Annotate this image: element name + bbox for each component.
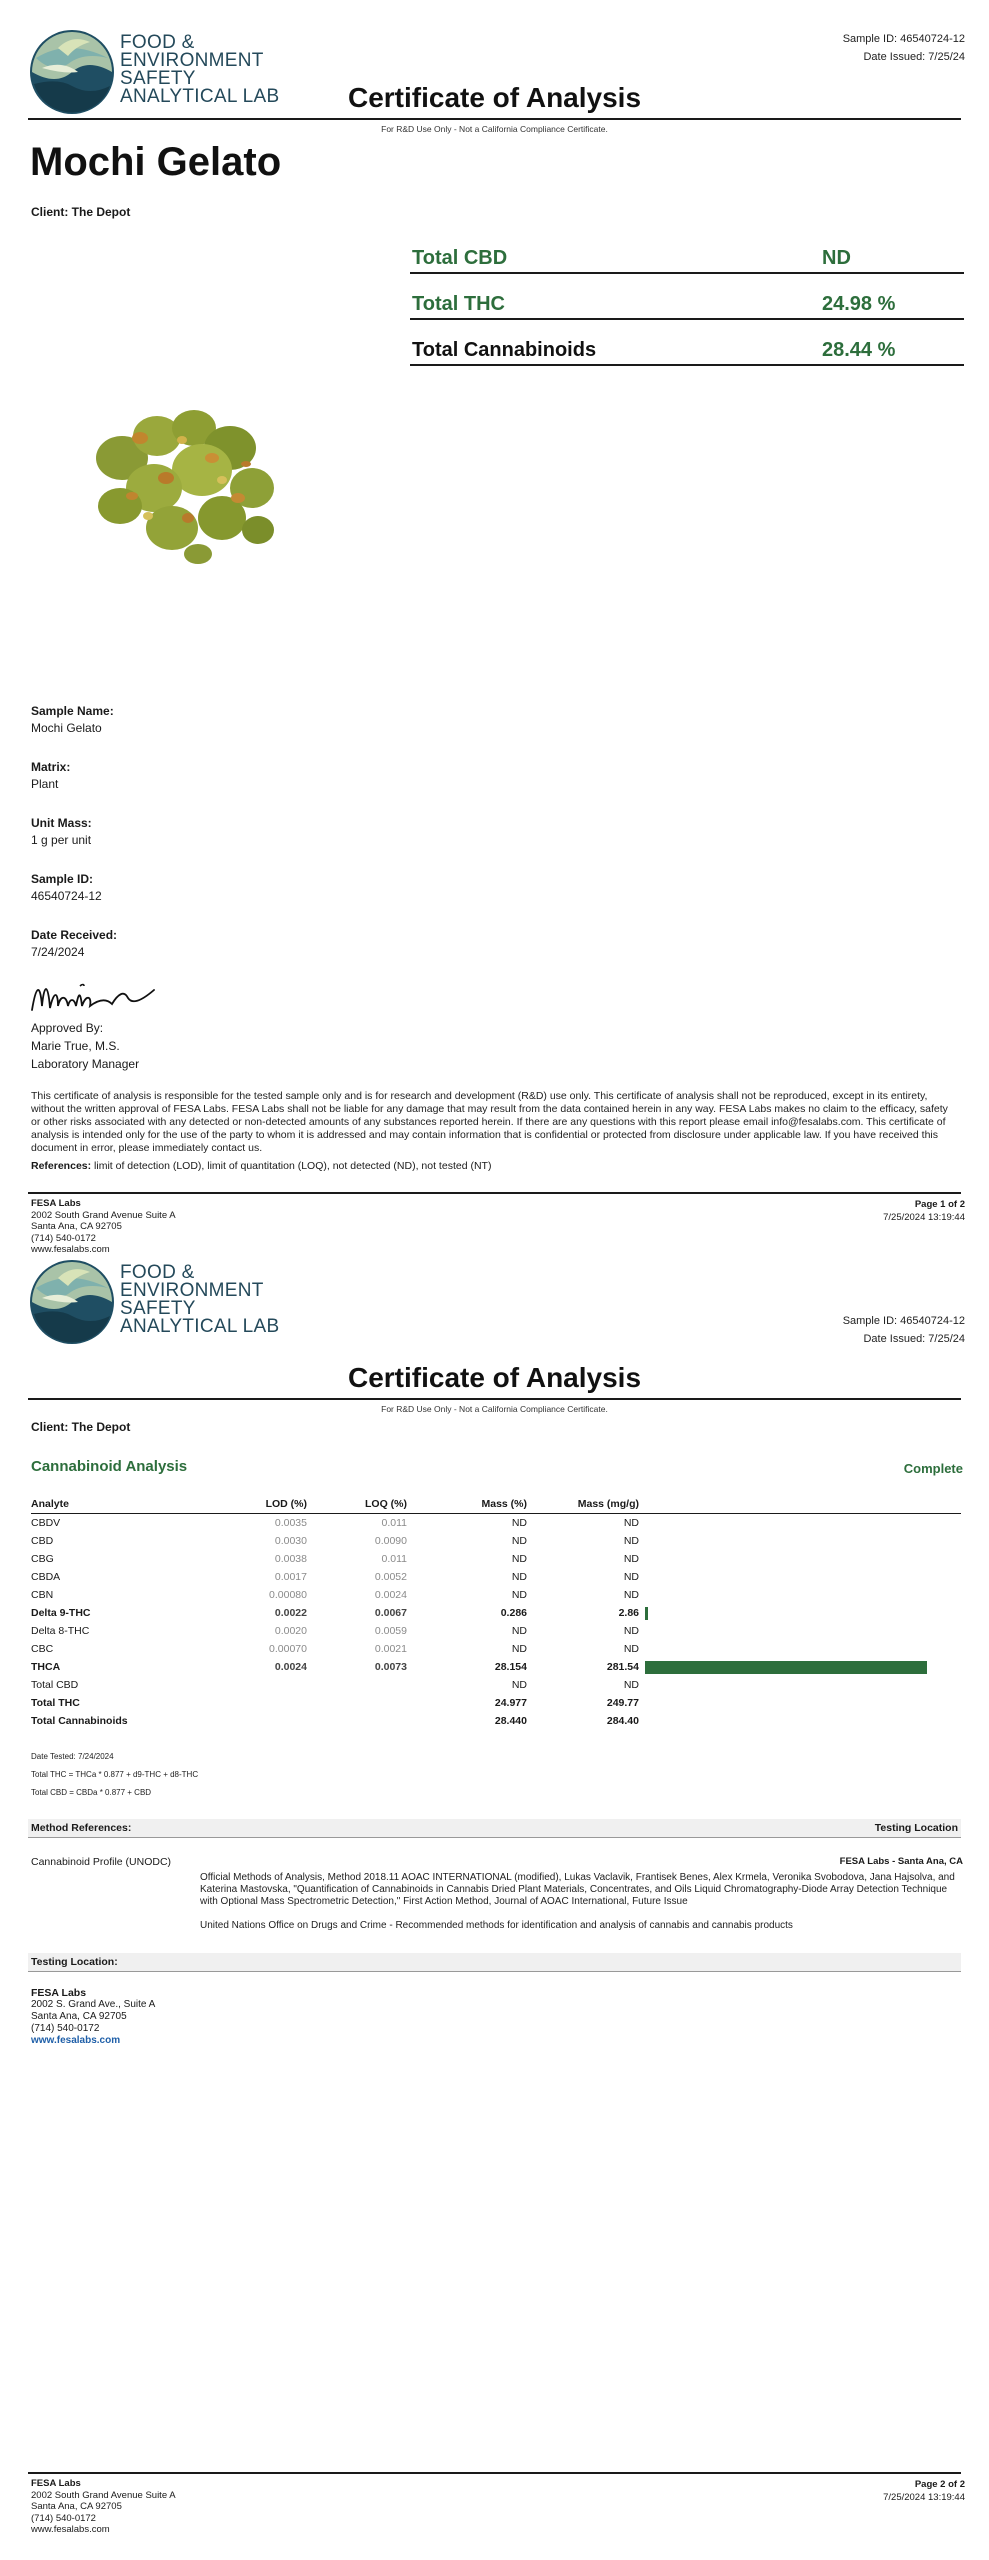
mass-mg-cell: ND [623, 1571, 639, 1583]
table-row [31, 1550, 961, 1568]
logo-line: FOOD & [120, 32, 195, 53]
approved-by-label: Approved By: [31, 1021, 104, 1035]
mass-pct-cell: ND [511, 1535, 527, 1547]
field-label: Unit Mass: [31, 816, 92, 830]
lod-cell: 0.00080 [269, 1589, 307, 1601]
testing-location-label: Testing Location [874, 1822, 958, 1834]
mass-pct-cell: ND [511, 1625, 527, 1637]
lab-logo-mark [28, 1258, 116, 1346]
loq-cell: 0.0021 [374, 1643, 407, 1655]
footer-rule [28, 1192, 961, 1194]
total-label: Total CBD [412, 247, 508, 269]
field-label: Matrix: [31, 760, 71, 774]
mass-mg-cell: ND [623, 1643, 639, 1655]
field-value: 1 g per unit [31, 833, 92, 847]
bar-column-header [639, 1497, 961, 1514]
formula-total-thc: Total THC = THCa * 0.877 + d9-THC + d8-THC [31, 1770, 199, 1779]
section-title: Cannabinoid Analysis [31, 1458, 188, 1475]
analyte-cell: CBG [31, 1553, 54, 1565]
field-label: Sample Name: [31, 704, 114, 718]
mass-pct-cell: 28.154 [494, 1661, 527, 1673]
loq-cell: 0.011 [381, 1553, 407, 1565]
testing-phone: (714) 540-0172 [31, 2023, 100, 2034]
logo-line: ANALYTICAL LAB [120, 1316, 280, 1337]
mass-pct-cell: 28.440 [494, 1715, 527, 1727]
analyte-cell: CBDA [31, 1571, 61, 1583]
loq-cell [307, 1712, 407, 1730]
total-value: 28.44 % [822, 339, 896, 361]
logo-line: ENVIRONMENT [120, 50, 264, 71]
loq-cell: 0.0052 [374, 1571, 407, 1583]
lab-logo [28, 1258, 280, 1346]
footer-page-info [883, 2478, 965, 2504]
footer-phone: (714) 540-0172 [31, 2512, 96, 2524]
method-location: FESA Labs - Santa Ana, CA [839, 1856, 963, 1867]
mass-pct-cell: ND [511, 1553, 527, 1565]
analyte-cell: CBC [31, 1643, 54, 1655]
testing-address-line: 2002 S. Grand Ave., Suite A [31, 1999, 156, 2010]
mass-mg-cell: ND [623, 1517, 639, 1529]
table-row [31, 1532, 961, 1550]
references-text: limit of detection (LOD), limit of quantitation (LOQ), not detected (ND), not tested (NT) [91, 1160, 492, 1172]
mass-pct-cell: ND [511, 1517, 527, 1529]
analyte-cell: Total CBD [31, 1679, 79, 1691]
bar-cell [639, 1604, 961, 1622]
testing-location-band [28, 1953, 961, 1972]
testing-location-header: Testing Location: [31, 1956, 118, 1968]
logo-line: SAFETY [120, 68, 196, 89]
certificate-title: Certificate of Analysis [347, 82, 642, 113]
date-issued: Date Issued: 7/25/24 [863, 51, 965, 63]
column-header: LOD (%) [227, 1497, 307, 1514]
table-row [31, 1640, 961, 1658]
table-row [31, 1694, 961, 1712]
lod-cell: 0.0020 [274, 1625, 307, 1637]
table-row [31, 1676, 961, 1694]
rd-note: For R&D Use Only - Not a California Compliance Certificate. [381, 124, 608, 134]
column-header: Analyte [31, 1497, 227, 1514]
bar-cell [639, 1676, 961, 1694]
table-row [31, 1604, 961, 1622]
total-label: Total Cannabinoids [412, 339, 597, 361]
analyte-cell: CBD [31, 1535, 54, 1547]
formula-total-cbd: Total CBD = CBDa * 0.877 + CBD [31, 1788, 152, 1797]
total-cbd-row [410, 228, 964, 274]
header-rule [28, 118, 961, 120]
method-unodc: United Nations Office on Drugs and Crime - Recommended methods for identification and analysis of cannabis and cannabis products [200, 1920, 793, 1931]
mass-pct-cell: ND [511, 1571, 527, 1583]
client-name: Client: The Depot [31, 1420, 131, 1434]
mass-mg-cell: 249.77 [606, 1697, 639, 1709]
footer-address-line: Santa Ana, CA 92705 [31, 2501, 122, 2512]
date-issued: Date Issued: 7/25/24 [863, 1333, 965, 1345]
page-number: Page 2 of 2 [914, 2479, 965, 2490]
table-body [31, 1514, 961, 1731]
lod-cell: 0.0030 [274, 1535, 307, 1547]
mass-pct-cell: ND [511, 1589, 527, 1601]
mass-bar [645, 1607, 648, 1620]
lod-cell [227, 1712, 307, 1730]
method-name: Cannabinoid Profile (UNODC) [31, 1856, 172, 1868]
table-row [31, 1622, 961, 1640]
footer-timestamp: 7/25/2024 13:19:44 [883, 1212, 965, 1223]
lod-cell: 0.0017 [274, 1571, 307, 1583]
table-row [31, 1568, 961, 1586]
lod-cell: 0.0035 [274, 1517, 307, 1529]
field-value: Plant [31, 777, 59, 791]
approver-title: Laboratory Manager [31, 1057, 140, 1071]
table-row [31, 1586, 961, 1604]
lod-cell: 0.00070 [269, 1643, 307, 1655]
testing-location-block [31, 1987, 155, 2047]
disclaimer-text: This certificate of analysis is responsible for the tested sample only and is for research and development (R&D) use only. This certificate of analysis shall not be reproduced, except in its entirety, without the written approval of FESA Labs. FESA Labs shall not be liable for any damage that may result from the data contained herein in any way. FESA Labs makes no claim to the efficacy, safety or other risks associated with any detected or non-detected amounts of any substances reported herein. If there are any questions with this report please email info@fesalabs.com. This certificate of analysis is intended only for the use of the party to whom it is addressed and may contain information that is confidential or protected from disclosure under applicable law. If you have received this document in error, please immediately contact us. [31, 1090, 948, 1154]
mass-mg-cell: ND [623, 1553, 639, 1565]
mass-mg-cell: 2.86 [618, 1607, 639, 1619]
mass-mg-cell: ND [623, 1625, 639, 1637]
footer-website: www.fesalabs.com [31, 2524, 110, 2535]
logo-line: ANALYTICAL LAB [120, 86, 280, 107]
lod-cell: 0.0038 [274, 1553, 307, 1565]
method-citation: Official Methods of Analysis, Method 2018.11 AOAC INTERNATIONAL (modified), Lukas Vaclavik, Frantisek Benes, Alex Krmela, Veronika Svobodova, Jana Hajsolva, and Katerina Mastovska, "Quantification of Cannabinoids in Cannabis Dried Plant Materials, Concentrates, and Oils Liquid Chromatography-Diode Array Detection Technique with Optional Mass Spectrometric Detection," First Action Method, Journal of AOAC International, Future Issue [200, 1872, 955, 1907]
loq-cell: 0.0024 [374, 1589, 407, 1601]
references [31, 1160, 491, 1172]
header-meta [843, 1312, 965, 1348]
bar-cell [639, 1658, 961, 1676]
lod-cell: 0.0024 [274, 1661, 307, 1673]
total-value: ND [822, 247, 851, 269]
analyte-cell: Delta 9-THC [31, 1607, 91, 1619]
bar-cell [639, 1550, 961, 1568]
product-image [62, 378, 302, 568]
footer-address [31, 1198, 176, 1256]
analyte-cell: CBDV [31, 1517, 61, 1529]
table-row [31, 1658, 961, 1676]
loq-cell [307, 1676, 407, 1694]
footer-page-info [883, 1198, 965, 1224]
mass-mg-cell: 281.54 [606, 1661, 639, 1673]
testing-address-line: Santa Ana, CA 92705 [31, 2011, 127, 2022]
approver-name: Marie True, M.S. [31, 1039, 120, 1053]
page-number: Page 1 of 2 [914, 1199, 965, 1210]
column-header: Mass (mg/g) [527, 1497, 639, 1514]
footer-address-line: 2002 South Grand Avenue Suite A [31, 1209, 176, 1221]
rd-note: For R&D Use Only - Not a California Compliance Certificate. [381, 1404, 608, 1414]
total-value: 24.98 % [822, 293, 896, 315]
footer-lab-name: FESA Labs [31, 2478, 81, 2489]
analyte-cell: Total Cannabinoids [31, 1715, 128, 1727]
client-name: Client: The Depot [31, 205, 131, 219]
mass-mg-cell: ND [623, 1589, 639, 1601]
bar-cell [639, 1514, 961, 1533]
logo-line: SAFETY [120, 1298, 196, 1319]
table-row [31, 1712, 961, 1730]
mass-mg-cell: ND [623, 1535, 639, 1547]
testing-lab-name: FESA Labs [31, 1987, 87, 1999]
logo-line: FOOD & [120, 1262, 195, 1283]
mass-bar [645, 1661, 927, 1674]
loq-cell: 0.011 [381, 1517, 407, 1529]
lod-cell: 0.0022 [274, 1607, 307, 1619]
bar-cell [639, 1532, 961, 1550]
mass-pct-cell: 24.977 [494, 1697, 527, 1709]
mass-mg-cell: ND [623, 1679, 639, 1691]
method-references-label: Method References: [31, 1822, 132, 1834]
lab-logo-text [120, 1264, 279, 1336]
bar-cell [639, 1640, 961, 1658]
mass-pct-cell: ND [511, 1643, 527, 1655]
column-header: Mass (%) [407, 1497, 527, 1514]
table-row [31, 1514, 961, 1533]
header-rule [28, 1398, 961, 1400]
date-tested: Date Tested: 7/24/2024 [31, 1752, 114, 1761]
footer-timestamp: 7/25/2024 13:19:44 [883, 2492, 965, 2503]
lod-cell [227, 1694, 307, 1712]
footer-rule [28, 2472, 961, 2474]
header-meta [843, 30, 965, 66]
field-value: Mochi Gelato [31, 721, 102, 735]
testing-website-link[interactable]: www.fesalabs.com [31, 2035, 121, 2046]
loq-cell: 0.0059 [374, 1625, 407, 1637]
field-value: 46540724-12 [31, 889, 102, 903]
mass-pct-cell: ND [511, 1679, 527, 1691]
total-label: Total THC [412, 293, 505, 315]
logo-line: ENVIRONMENT [120, 1280, 264, 1301]
column-header: LOQ (%) [307, 1497, 407, 1514]
analyte-cell: THCA [31, 1661, 61, 1673]
field-value: 7/24/2024 [31, 945, 85, 959]
lod-cell [227, 1676, 307, 1694]
analyte-cell: Total THC [31, 1697, 80, 1709]
sample-id: Sample ID: 46540724-12 [842, 33, 965, 45]
footer-phone: (714) 540-0172 [31, 1232, 96, 1244]
footer-address-line: 2002 South Grand Avenue Suite A [31, 2489, 176, 2501]
field-label: Date Received: [31, 928, 118, 942]
product-name: Mochi Gelato [30, 140, 282, 184]
total-cannabinoids-row [410, 320, 964, 366]
signature-image [28, 976, 158, 1020]
field-label: Sample ID: [31, 872, 94, 886]
analyte-cell: Delta 8-THC [31, 1625, 90, 1637]
bar-cell [639, 1694, 961, 1712]
mass-pct-cell: 0.286 [500, 1607, 527, 1619]
cannabinoid-table [31, 1497, 961, 1730]
bar-cell [639, 1712, 961, 1730]
certificate-title: Certificate of Analysis [347, 1362, 642, 1393]
footer-website: www.fesalabs.com [31, 1244, 110, 1255]
loq-cell: 0.0090 [374, 1535, 407, 1547]
loq-cell [307, 1694, 407, 1712]
footer-lab-name: FESA Labs [31, 1198, 81, 1209]
bar-cell [639, 1622, 961, 1640]
references-label: References: [31, 1160, 92, 1172]
approval-block [31, 1019, 139, 1073]
status-badge: Complete [903, 1461, 963, 1476]
bar-cell [639, 1568, 961, 1586]
bar-cell [639, 1586, 961, 1604]
method-references-band [28, 1819, 961, 1838]
sample-id: Sample ID: 46540724-12 [842, 1315, 965, 1327]
mass-mg-cell: 284.40 [606, 1715, 639, 1727]
loq-cell: 0.0067 [374, 1607, 407, 1619]
analyte-cell: CBN [31, 1589, 54, 1601]
loq-cell: 0.0073 [374, 1661, 407, 1673]
footer-address [31, 2478, 176, 2536]
table-header [31, 1497, 961, 1514]
footer-address-line: Santa Ana, CA 92705 [31, 1221, 122, 1232]
total-thc-row [410, 274, 964, 320]
